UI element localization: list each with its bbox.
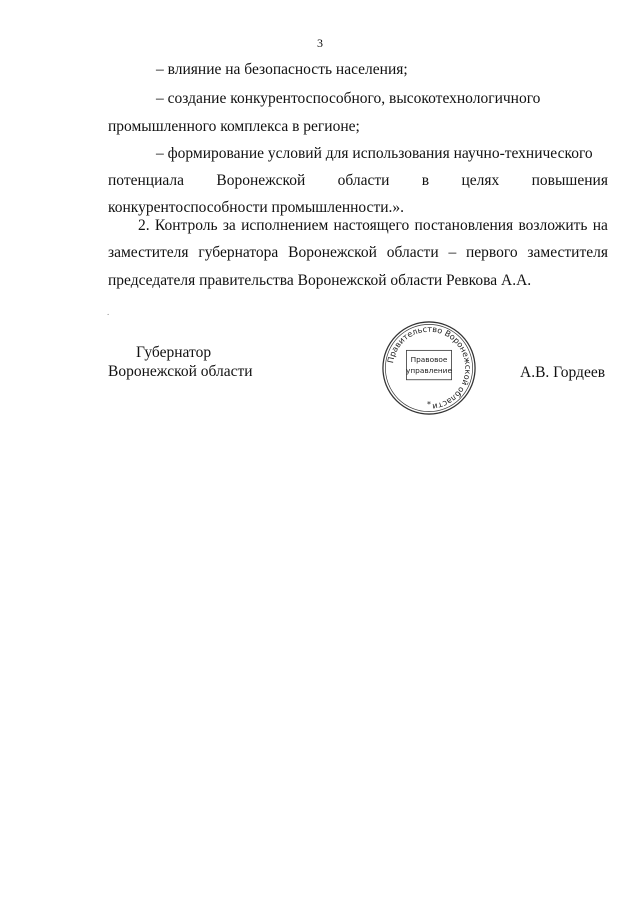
paragraph-2-line-3: председателя правительства Воронежской области Ревкова А.А. <box>108 272 532 289</box>
page-number: 3 <box>317 36 323 50</box>
stamp-outer-text: Правительство Воронежской области <box>385 323 474 413</box>
word: Контроль <box>154 217 218 234</box>
bullet-item-2-continuation: промышленного комплекса в регионе; <box>108 118 360 135</box>
word: повышения <box>531 172 608 189</box>
word: первого <box>466 244 518 261</box>
bullet-item-1: – влияние на безопасность населения; <box>156 61 408 78</box>
word: постановления <box>414 217 514 234</box>
word: за <box>222 217 236 234</box>
word: настоящего <box>333 217 410 234</box>
bullet-item-3-closing: конкурентоспособности промышленности.». <box>108 199 405 216</box>
signature-role-line-2: Воронежской области <box>108 363 253 380</box>
signer-name: А.В. Гордеев <box>520 364 606 381</box>
word: области <box>386 244 439 261</box>
word: целях <box>461 172 500 189</box>
word: области <box>337 172 390 189</box>
word: Воронежской <box>288 244 377 261</box>
stamp-inner-line-2: управление <box>406 365 452 375</box>
bullet-item-3: – формирование условий для использования научно-технического <box>156 145 593 162</box>
signature-role <box>108 343 253 381</box>
official-stamp <box>380 319 478 417</box>
margin-mark: . <box>107 307 110 317</box>
word: на <box>592 217 608 234</box>
word: возложить <box>518 217 588 234</box>
paragraph-2-line-1 <box>138 217 608 235</box>
paragraph-2-line-2 <box>108 244 608 262</box>
word: заместителя <box>527 244 608 261</box>
word: исполнением <box>241 217 329 234</box>
word: заместителя <box>108 244 189 261</box>
word: – <box>448 244 457 261</box>
word: губернатора <box>198 244 279 261</box>
stamp-inner-line-1: Правовое <box>410 355 448 365</box>
word: потенциала <box>108 172 185 189</box>
stamp-mark: * <box>427 400 431 410</box>
word: Воронежской <box>216 172 306 189</box>
word: 2. <box>138 217 150 234</box>
bullet-item-3-justified-line <box>108 172 608 190</box>
word: в <box>421 172 430 189</box>
bullet-item-2: – создание конкурентоспособного, высокотехнологичного <box>156 90 541 107</box>
signature-role-line-1: Губернатор <box>136 344 212 361</box>
